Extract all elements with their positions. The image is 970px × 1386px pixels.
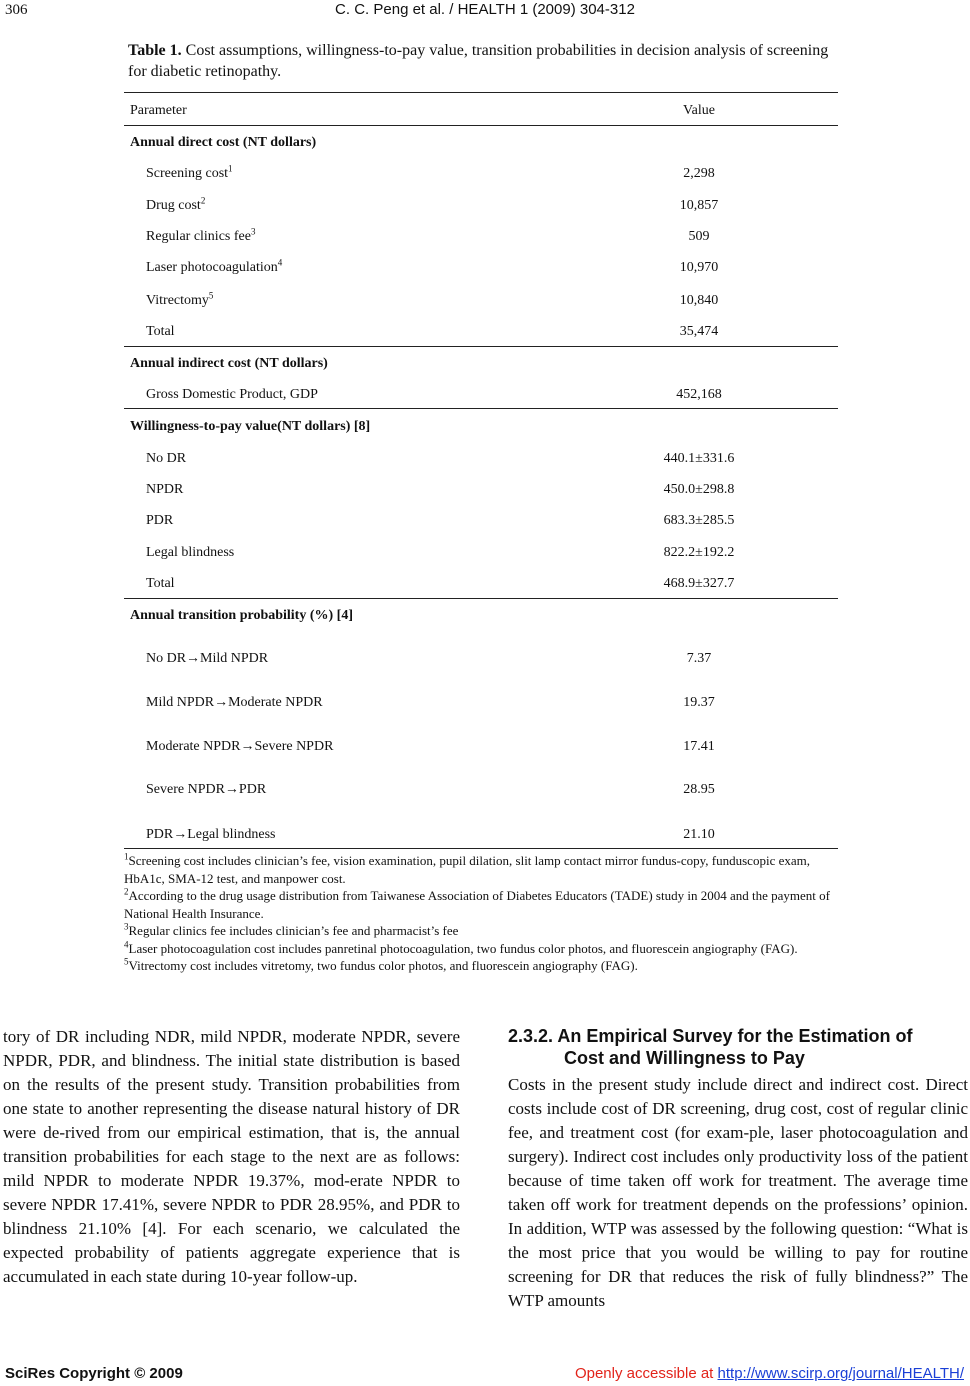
section-divider-rule xyxy=(124,346,838,347)
table-row xyxy=(124,258,838,278)
row-label: Gross Domestic Product, GDP xyxy=(146,387,318,402)
footnote: $^1$Screening cost includes clinician’s fee, vision examination, pupil dilation, slit lamp contact mirror fundus-copy, funduscopic exam, HbA1c, SMA-12 test, and manpower cost. xyxy=(124,851,810,886)
open-access-notice xyxy=(575,1365,964,1382)
section-title-line: An Empirical Survey for the Estimation of xyxy=(557,1026,913,1046)
row-label: Legal blindness xyxy=(146,545,235,560)
row-label: Regular clinics fee$^3$ xyxy=(146,226,256,244)
row-value: 440.1±331.6 xyxy=(663,451,735,466)
table-row xyxy=(124,543,838,563)
row-label: Total xyxy=(146,576,175,591)
section-title: Annual indirect cost (NT dollars) xyxy=(130,356,328,371)
row-label: No DR xyxy=(146,451,187,466)
right-column-paragraph: Costs in the present study include direct and indirect cost. Direct costs include cost of DR screening, drug cost, cost of regular clinic fee, and treatment cost (for exam-ple, laser photocoagulation and surgery). Indirect cost includes only productivity loss of the patient because of time taken off work for treatment. The average time taken off work for treatment depends on the professions’ opinion. In addition, WTP was assessed by the following question: “What is the most price that you would be willing to pay for routine screening for DR that reduces the risk of fully blindness?” The WTP amounts xyxy=(508,1075,968,1310)
table-row xyxy=(124,574,838,594)
section-title-row xyxy=(124,354,838,374)
copyright-notice: SciRes Copyright © 2009 xyxy=(5,1365,183,1382)
section-number: 2.3.2. xyxy=(508,1026,554,1046)
row-value: 822.2±192.2 xyxy=(663,545,735,560)
row-value: 509 xyxy=(688,229,710,244)
row-value: 452,168 xyxy=(676,387,722,402)
footnote: $^3$Regular clinics fee includes clinician’s fee and pharmacist’s fee xyxy=(124,921,459,938)
table-caption-text: Cost assumptions, willingness-to-pay value, transition probabilities in decision analysis of screening for diabetic retinopathy. xyxy=(128,42,829,80)
row-value: 683.3±285.5 xyxy=(663,513,735,528)
footnote: $^2$According to the drug usage distribution from Taiwanese Association of Diabetes Educators (TADE) study in 2004 and the payment of National Health Insurance. xyxy=(124,886,830,921)
table-bottom-rule xyxy=(124,848,838,849)
row-label: No DR→Mild NPDR xyxy=(146,651,269,666)
row-label: PDR xyxy=(146,513,174,528)
row-value: 17.41 xyxy=(683,739,715,754)
section-title-row xyxy=(124,606,838,626)
table-row xyxy=(124,780,838,800)
row-label: PDR→Legal blindness xyxy=(146,827,276,842)
column-header-value: Value xyxy=(683,103,715,118)
row-value: 21.10 xyxy=(683,827,715,842)
row-label: Laser photocoagulation$^4$ xyxy=(146,257,283,275)
row-value: 28.95 xyxy=(683,782,715,797)
row-value: 468.9±327.7 xyxy=(663,576,735,591)
section-heading xyxy=(508,1025,968,1069)
table-row xyxy=(124,480,838,500)
table-row xyxy=(124,825,838,845)
row-label: Drug cost$^2$ xyxy=(146,195,206,213)
row-label: Total xyxy=(146,324,175,339)
row-value: 19.37 xyxy=(683,695,715,710)
table-row xyxy=(124,291,838,311)
table-row xyxy=(124,511,838,531)
table-row xyxy=(124,737,838,757)
table-header-rule xyxy=(124,125,838,126)
section-title-row xyxy=(124,417,838,437)
table-row xyxy=(124,449,838,469)
table-row xyxy=(124,227,838,247)
page-number: 306 xyxy=(5,2,28,18)
section-title: Annual direct cost (NT dollars) xyxy=(130,135,317,150)
running-head: C. C. Peng et al. / HEALTH 1 (2009) 304-312 xyxy=(335,1,635,18)
table-caption-label: Table 1. xyxy=(128,42,182,59)
table-header-row xyxy=(124,101,838,121)
row-value: 10,840 xyxy=(679,293,719,308)
journal-url-link[interactable]: http://www.scirp.org/journal/HEALTH/ xyxy=(717,1365,964,1382)
row-value: 7.37 xyxy=(686,651,712,666)
section-title-row xyxy=(124,133,838,153)
table-row xyxy=(124,322,838,342)
row-label: Vitrectomy$^5$ xyxy=(146,290,214,308)
column-header-parameter: Parameter xyxy=(130,103,187,118)
section-divider-rule xyxy=(124,408,838,409)
footnote: $^4$Laser photocoagulation cost includes panretinal photocoagulation, two fundus color photos, and fluorescein angiography (FAG). xyxy=(124,939,798,956)
open-access-text: Openly accessible at xyxy=(574,1365,718,1382)
table-row xyxy=(124,649,838,669)
row-value: 10,970 xyxy=(679,260,719,275)
row-value: 35,474 xyxy=(679,324,719,339)
row-label: Moderate NPDR→Severe NPDR xyxy=(146,739,334,754)
row-label: Severe NPDR→PDR xyxy=(146,782,267,797)
row-value: 450.0±298.8 xyxy=(663,482,735,497)
table-footnotes xyxy=(124,852,832,975)
left-column-paragraph: tory of DR including NDR, mild NPDR, moderate NPDR, severe NPDR, PDR, and blindness. The initial state distribution is based on the results of the present study. Transition probabilities from one state to another representing the disease natural history of DR were de-rived from our empirical estimation, that is, the annual transition probabilities for each stage to the next are as follows: mild NPDR to moderate NPDR 19.37%, mod-erate NPDR to severe NPDR 17.41%, severe NPDR to PDR 28.95%, and PDR to blindness 21.10% [4]. For each scenario, we calculated the expected probability of patients aggregate experience that is accumulated in each state during 10-year follow-up. xyxy=(3,1027,460,1286)
row-value: 10,857 xyxy=(679,198,719,213)
section-title: Willingness-to-pay value(NT dollars) [8] xyxy=(130,419,371,434)
row-label: Screening cost$^1$ xyxy=(146,163,233,181)
table-row xyxy=(124,385,838,405)
table-row xyxy=(124,196,838,216)
footnote: $^5$Vitrectomy cost includes vitretomy, two fundus color photos, and fluorescein angiography (FAG). xyxy=(124,956,638,973)
row-label: NPDR xyxy=(146,482,184,497)
table-caption xyxy=(128,40,833,82)
table-top-rule xyxy=(124,92,838,93)
table-row xyxy=(124,164,838,184)
row-value: 2,298 xyxy=(683,166,715,181)
row-label: Mild NPDR→Moderate NPDR xyxy=(146,695,323,710)
section-title-line: Cost and Willingness to Pay xyxy=(564,1048,805,1068)
section-title: Annual transition probability (%) [4] xyxy=(130,608,353,623)
section-divider-rule xyxy=(124,598,838,599)
table-row xyxy=(124,693,838,713)
